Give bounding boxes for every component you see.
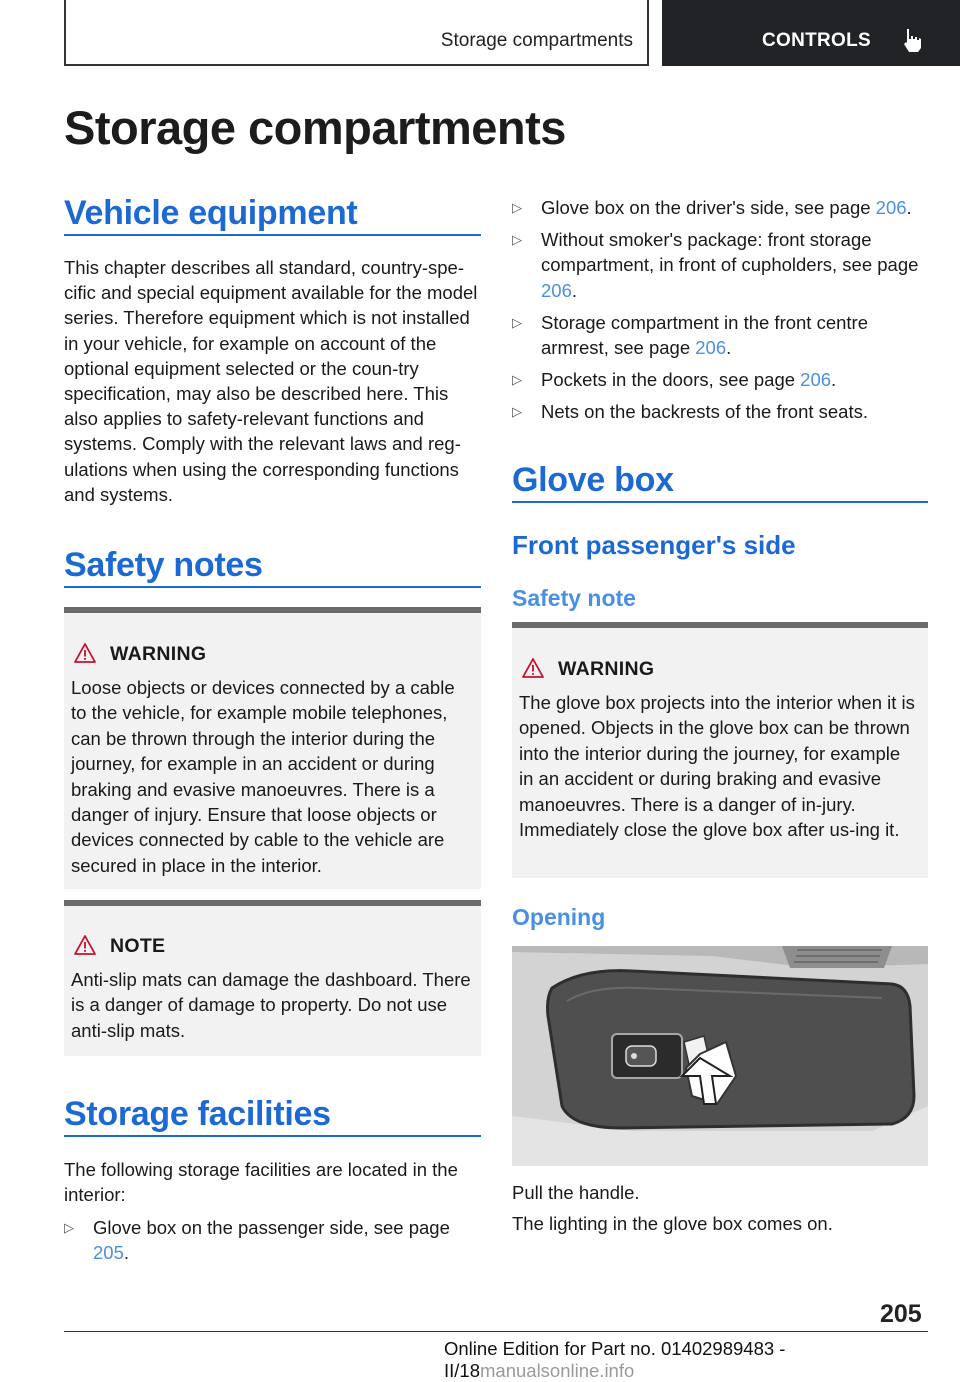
header-chapter-tab[interactable] xyxy=(662,0,960,66)
storage-intro: The following storage facilities are located in the interior: xyxy=(64,1159,458,1206)
page-link[interactable]: 205 xyxy=(93,1242,124,1264)
note-text: Anti-slip mats can damage the dashboard. There is a danger of damage to property. Do not use anti-slip mats. xyxy=(71,969,471,1041)
opening-step-1: Pull the handle. xyxy=(512,1182,640,1203)
chapter-tab-label: CONTROLS xyxy=(762,30,872,51)
glove-box-illustration xyxy=(512,946,928,1166)
triangle-bullet-icon: ▷ xyxy=(512,200,522,215)
heading-safety-notes: Safety notes xyxy=(64,546,263,584)
glove-box-warning-box xyxy=(512,622,928,878)
warning-title: WARNING xyxy=(558,658,655,680)
triangle-bullet-icon: ▷ xyxy=(64,1220,74,1235)
list-item: ▷ Without smoker's package: front storage compartment, in front of cupholders, see page 206. xyxy=(512,229,919,301)
page-link[interactable]: 206 xyxy=(875,197,907,218)
list-item: ▷ Nets on the backrests of the front seats. xyxy=(512,401,869,423)
list-item: ▷ Glove box on the driver's side, see page 206. xyxy=(512,197,912,218)
list-item: ▷ Storage compartment in the front centre armrest, see page 206. xyxy=(512,311,869,359)
header-frame xyxy=(64,0,649,66)
footer-rule xyxy=(64,1331,928,1332)
page-number: 205 xyxy=(880,1300,922,1328)
heading-vehicle-equipment: Vehicle equipment xyxy=(64,194,358,232)
hand-pointer-icon xyxy=(900,26,924,54)
list-item: ▷ Glove box on the passenger side, see page 205. xyxy=(64,1217,450,1264)
note-title: NOTE xyxy=(110,935,166,957)
heading-front-passenger-side: Front passenger's side xyxy=(512,530,796,560)
triangle-bullet-icon: ▷ xyxy=(512,404,522,420)
note-box xyxy=(64,900,481,1056)
storage-list-right xyxy=(512,195,928,432)
warning-triangle-icon xyxy=(74,935,96,955)
heading-rule xyxy=(512,501,928,503)
header-section-title: Storage compartments xyxy=(440,30,633,51)
triangle-bullet-icon: ▷ xyxy=(512,372,522,388)
page-link[interactable]: 206 xyxy=(541,279,572,301)
list-item: ▷ Pockets in the doors, see page 206. xyxy=(512,369,837,391)
page-title: Storage compartments xyxy=(64,101,566,154)
warning-box xyxy=(64,607,481,889)
page-link[interactable]: 206 xyxy=(800,369,832,391)
warning-text: Loose objects or devices connected by a cable to the vehicle, for example mobile telephones, can be thrown through the interior during the journey, for example in an accident or during braking and evasive manoeuvres. There is a danger of injury. Ensure that loose objects or devices connected by cable to the vehicle are secured in place in the interior. xyxy=(71,677,455,876)
heading-storage-facilities: Storage facilities xyxy=(64,1095,331,1133)
page-link[interactable]: 206 xyxy=(695,337,727,359)
heading-rule xyxy=(64,234,481,236)
heading-rule xyxy=(64,1135,481,1137)
triangle-bullet-icon: ▷ xyxy=(512,314,522,330)
footer-edition: Online Edition for Part no. 01402989483 - II/18 xyxy=(444,1338,786,1381)
vehicle-equipment-text: This chapter describes all standard, country-spe-cific and special equipment available for the model series. Therefore equipment which is not installed in your vehicle, for example on account of the optional equipment selected or the coun-try specification, may also be described here. This also applies to safety-relevant functions and systems. Comply with the relevant laws and reg-ulations when using the corresponding functions and systems. xyxy=(64,257,478,505)
warning-triangle-icon xyxy=(522,658,544,678)
heading-glove-box: Glove box xyxy=(512,461,674,499)
watermark: manualsonline.info xyxy=(480,1360,635,1381)
footer xyxy=(444,1338,960,1382)
heading-rule xyxy=(64,586,481,588)
warning-triangle-icon xyxy=(74,643,96,663)
triangle-bullet-icon: ▷ xyxy=(512,232,522,248)
storage-list-left xyxy=(64,1215,481,1272)
opening-step-2: The lighting in the glove box comes on. xyxy=(512,1213,833,1234)
heading-safety-note: Safety note xyxy=(512,585,636,611)
warning-title: WARNING xyxy=(110,643,207,665)
warning-text: The glove box projects into the interior when it is opened. Objects in the glove box can be thrown into the interior during the journey, for example in an accident or during braking and evasive manoeuvres. There is a danger of in-jury. Immediately close the glove box after us-ing it. xyxy=(519,692,915,841)
heading-opening: Opening xyxy=(512,904,606,930)
